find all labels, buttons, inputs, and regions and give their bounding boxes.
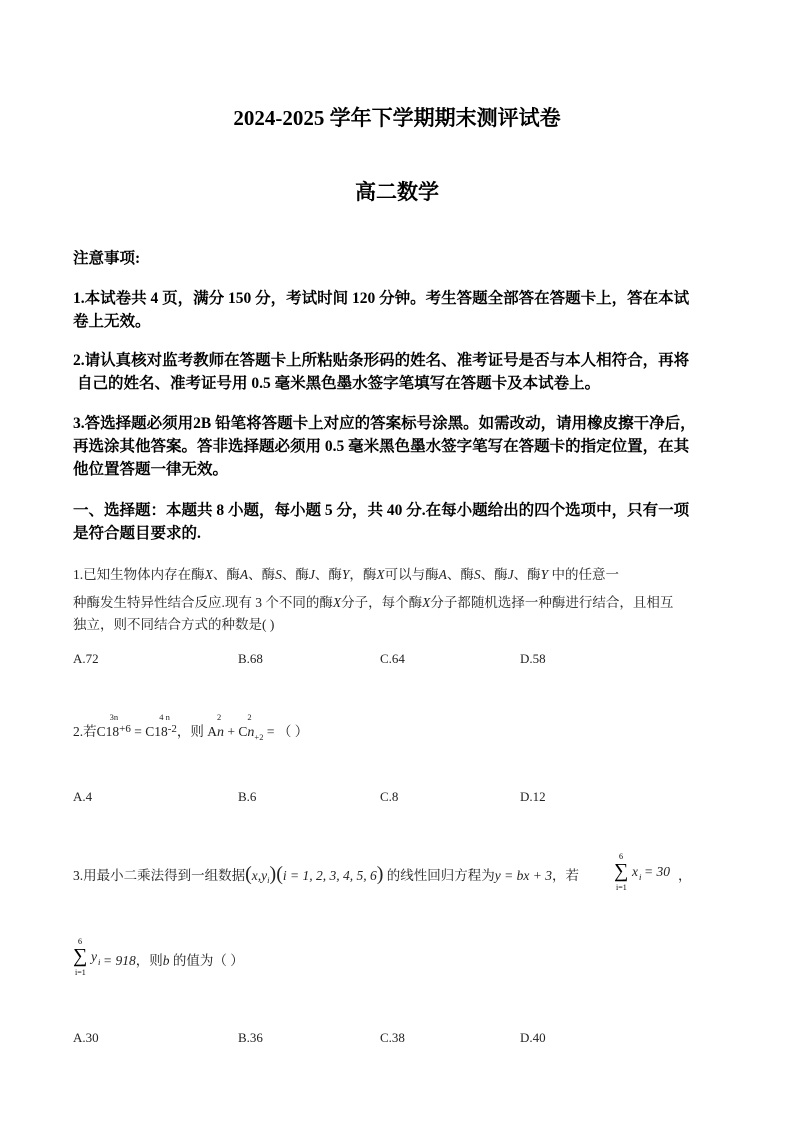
notice-item-3-line-1: 3.答选择题必须用2B 铅笔将答题卡上对应的答案标号涂黑。如需改动，请用橡皮擦干净后， — [73, 415, 696, 432]
q3-stem-line-2: 6 ∑ i=1 y i = 918，则b 的值为（ ） — [73, 937, 244, 977]
section-1-line-2: 是符合题目要求的. — [73, 525, 201, 542]
q1-option-a: A.72 — [73, 651, 99, 666]
q3-sum-x: 6 ∑ i=1 x i = 30 ， — [614, 852, 692, 892]
q1-option-d: D.58 — [520, 651, 546, 666]
notice-item-2-line-1: 2.请认真核对监考教师在答题卡上所粘贴条形码的姓名、准考证号是否与本人相符合，再将 — [73, 352, 690, 369]
q2-option-b: B.6 — [238, 789, 257, 804]
q3-option-d: D.40 — [520, 1030, 546, 1045]
notice-item-2-line-2: 自己的姓名、准考证号用 0.5 毫米黑色墨水签字笔填写在答题卡及本试卷上。 — [77, 375, 601, 392]
q1-option-c: C.64 — [380, 651, 405, 666]
q2-option-a: A.4 — [73, 789, 93, 804]
q1-option-b: B.68 — [238, 651, 263, 666]
subject-title: 高二数学 — [355, 180, 439, 204]
q3-option-a: A.30 — [73, 1030, 99, 1045]
q2-stem: 2.若C 3n $18^{+6} = C$ 4 n $18^{-2}$，则 A 2 n + C 2 $n_{+2}$ = （ ） — [73, 712, 309, 742]
q1-line-3: 独立，则不同结合方式的种数是( ) — [73, 617, 275, 632]
q3-option-c: C.38 — [380, 1030, 405, 1045]
section-1-line-1: 一、选择题：本题共 8 小题，每小题 5 分，共 40 分.在每小题给出的四个选项中，只有一项 — [73, 502, 690, 519]
q2-option-d: D.12 — [520, 789, 546, 804]
q1-line-2: 种酶发生特异性结合反应.现有 3 个不同的酶X分子，每个酶X分子都随机选择一种酶进行结合，且相互 — [73, 595, 674, 610]
q3-stem-line-1: 3.用最小二乘法得到一组数据$(x,y_i)(i = 1$, 2, 3, 4, 5, 6) 的线性回归方程为y = bx + 3，若 — [73, 863, 580, 885]
exam-title: 2024-2025 学年下学期期末测评试卷 — [233, 106, 561, 130]
q3-option-b: B.36 — [238, 1030, 263, 1045]
notice-item-1-line-1: 1.本试卷共 4 页，满分 150 分，考试时间 120 分钟。考生答题全部答在答题卡上，答在本试 — [73, 290, 690, 307]
notice-item-1-line-2: 卷上无效。 — [73, 313, 151, 330]
notice-item-3-line-2: 再选涂其他答案。答非选择题必须用 0.5 毫米黑色墨水签字笔写在答题卡的指定位置，在其 — [73, 438, 690, 455]
q1-line-1: 1.已知生物体内存在酶X、酶A、酶S、酶J、酶Y，酶X可以与酶A、酶S、酶J、酶Y 中的任意一 — [73, 567, 620, 582]
q2-option-c: C.8 — [380, 789, 399, 804]
notice-item-3-line-3: 他位置答题一律无效。 — [73, 461, 229, 478]
notice-heading: 注意事项: — [73, 250, 141, 267]
